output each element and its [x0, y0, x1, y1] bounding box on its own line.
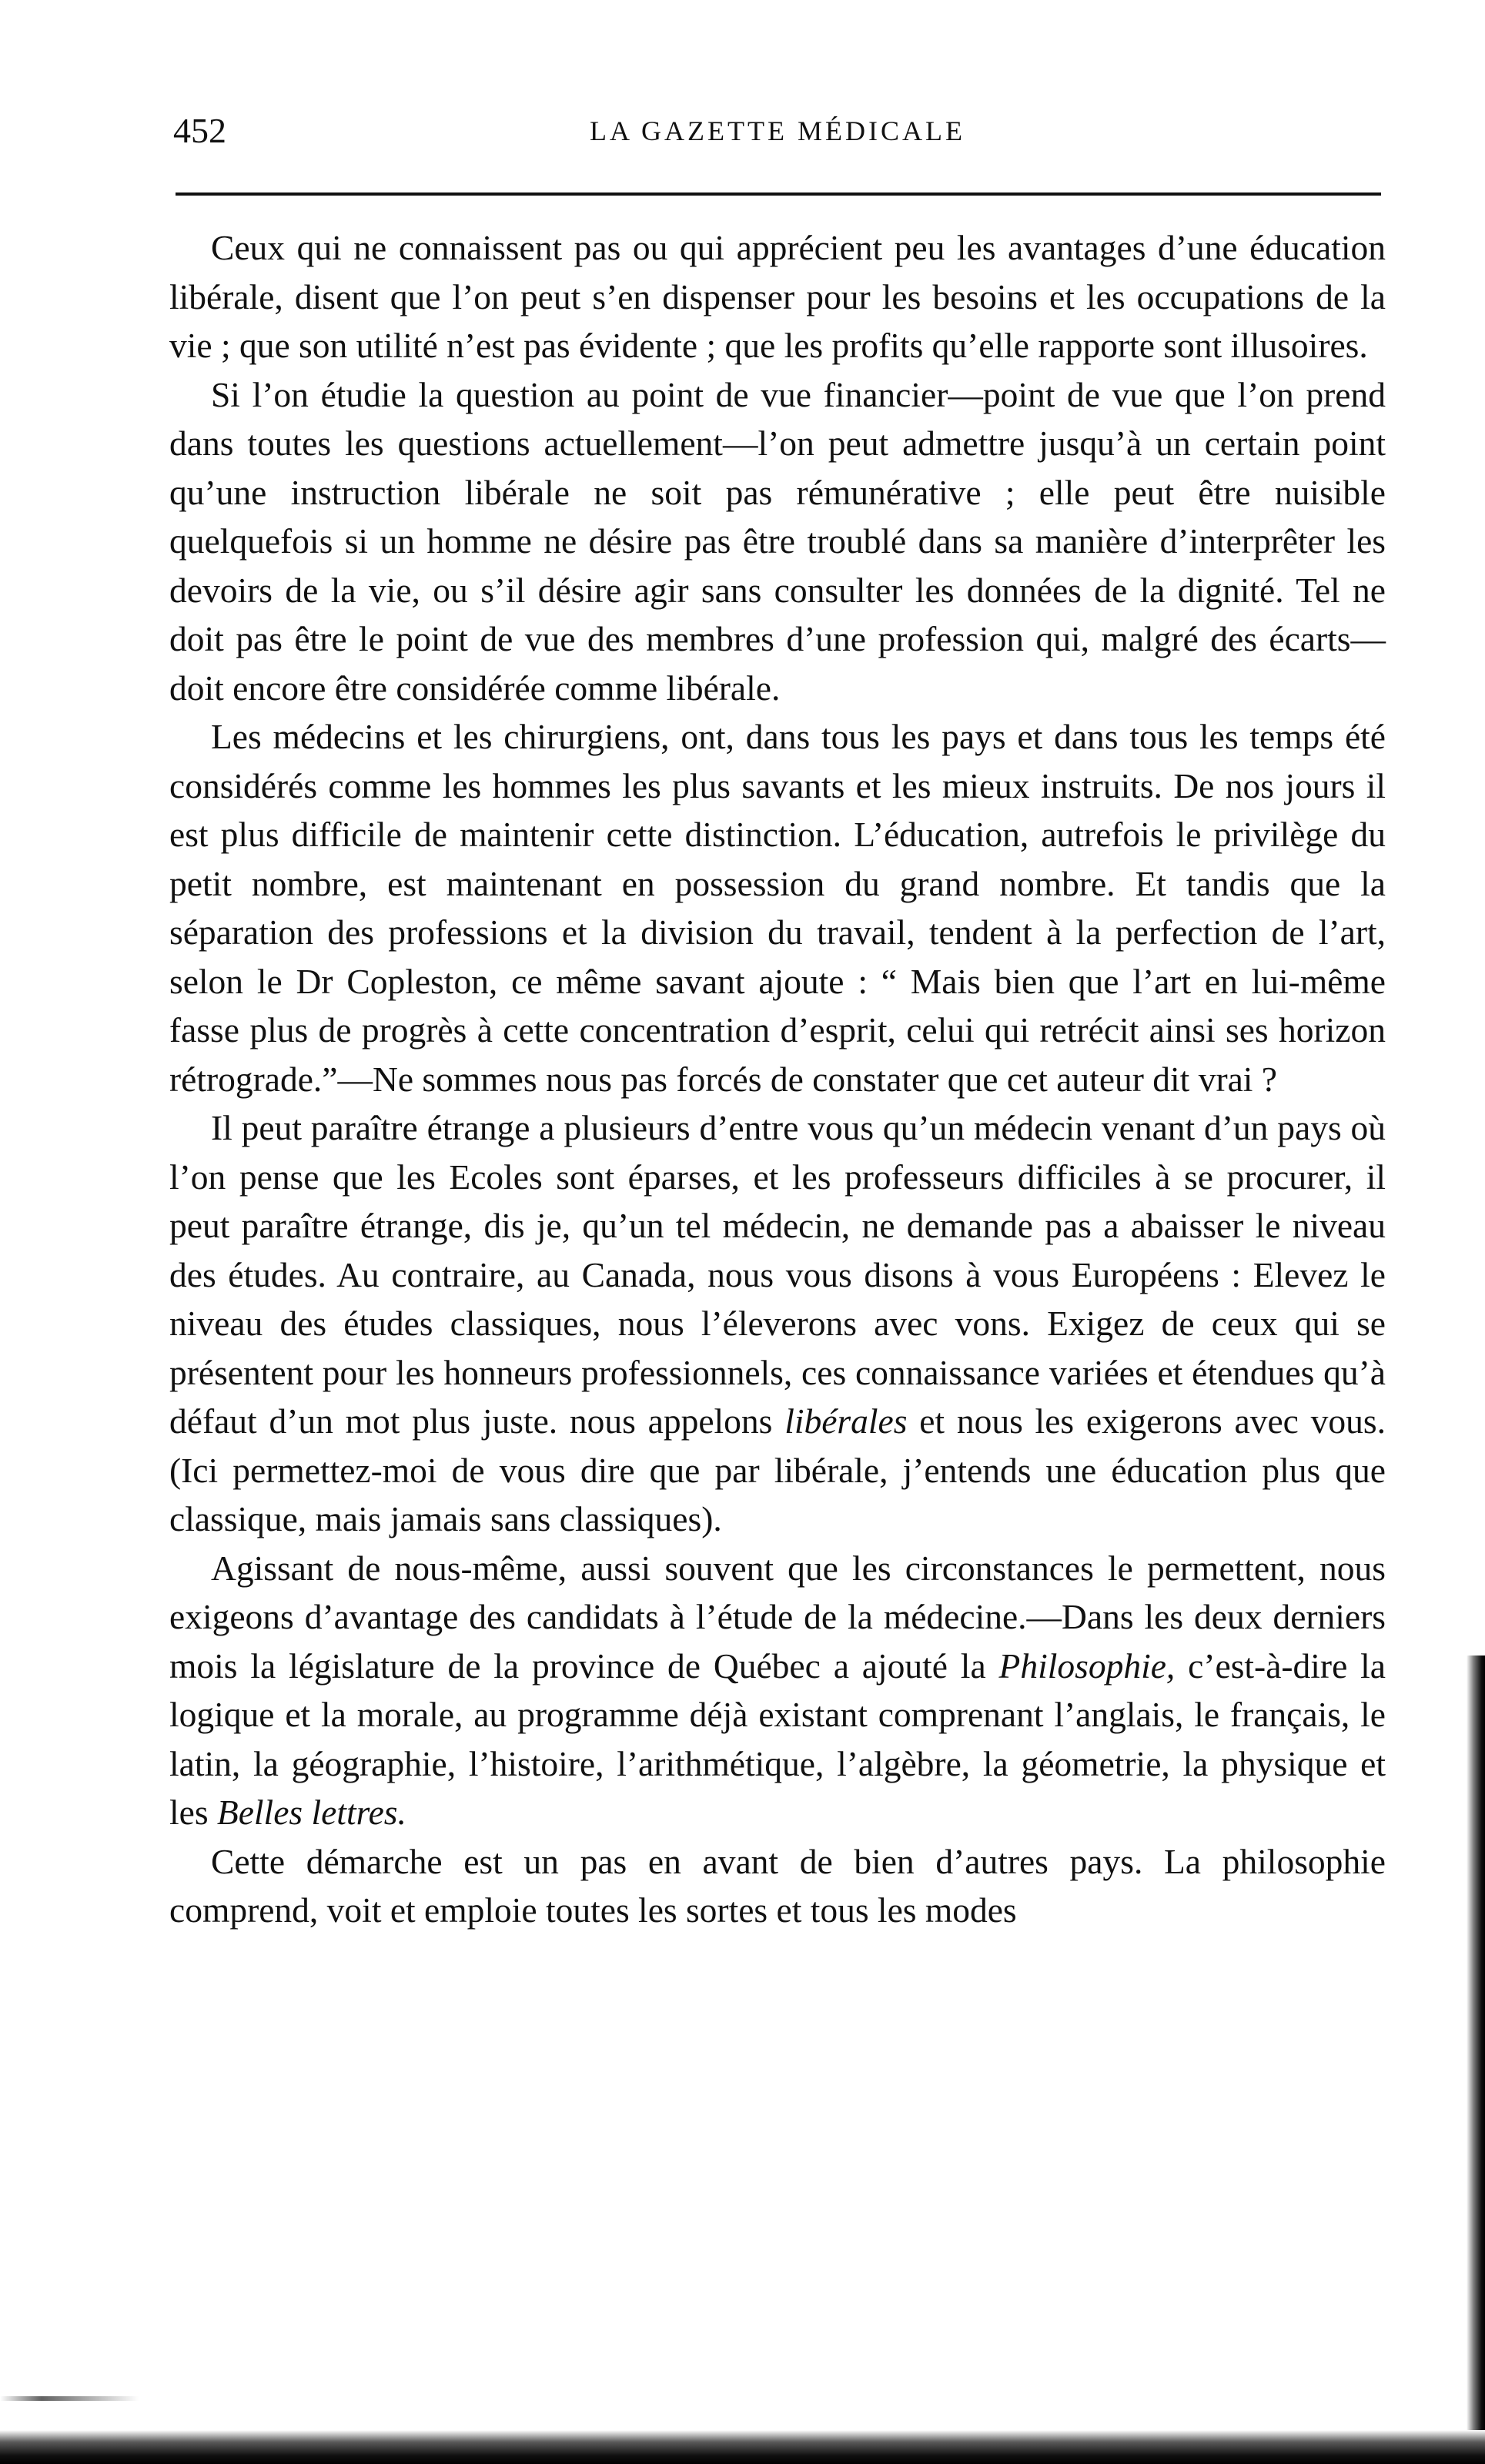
paragraph-2-text: Si l’on étudie la question au point de vue financier—point de vue que l’on prend dans toutes les questions actuellement—l’on peut admettre jusqu’à un certain point qu’une instruction libérale ne soit pas rémunérative ; elle peut être nuisible quelquefois si un homme ne désire pas être troublé dans sa manière d’interprêter les devoirs de la vie, ou s’il désire agir sans consulter les données de la dignité. Tel ne doit pas être le point de vue des membres d’une profession qui, malgré des écarts—doit encore être considérée comme libérale.	[169, 374, 1386, 708]
page-number: 452	[173, 111, 226, 150]
running-title: LA GAZETTE MÉDICALE	[590, 116, 965, 146]
paragraph-5-text-after: c’est-à-dire la logique et la morale, au programme déjà existant comprenant l’anglais, le français, le latin, la géographie, l’histoire, l’arithmétique, l’algèbre, la géometrie, la physique et les	[169, 1645, 1386, 1832]
scan-edge-right	[1467, 1656, 1485, 2430]
italic-word-philosophie: Philosophie,	[998, 1645, 1176, 1686]
italic-word-liberales: libérales	[784, 1401, 908, 1441]
page-header	[173, 108, 1382, 162]
paragraph-4-text: Il peut paraître étrange a plusieurs d’entre vous qu’un médecin venant d’un pays où l’on pense que les Ecoles sont éparses, et les professeurs difficiles à se procurer, il peut paraître étrange, dis je, qu’un tel médecin, ne demande pas a abaisser le niveau des études. Au contraire, au Canada, nous vous disons à vous Européens : Elevez le niveau des études classiques, nous l’éleverons avec vons. Exigez de ceux qui se présentent pour les honneurs professionnels, ces connaissance variées et étendues qu’à défaut d’un mot plus juste. nous appelons	[169, 1108, 1386, 1441]
scan-edge-bottom	[0, 2430, 1485, 2464]
paragraph-5-text: Agissant de nous-même, aussi souvent que les circonstances le permettent, nous exigeons d’avantage des candidats à l’étude de la médecine.—Dans les deux derniers mois la législature de la province de Québec a ajouté la	[169, 1548, 1386, 1686]
header-rule	[176, 192, 1381, 196]
paragraph-1-text: Ceux qui ne connaissent pas ou qui apprécient peu les avantages d’une éducation libérale, disent que l’on peut s’en dispenser pour les besoins et les occupations de la vie ; que son utilité n’est pas évidente ; que les profits qu’elle rapporte sont illusoires.	[169, 228, 1386, 365]
paragraph-4	[169, 1103, 1386, 1544]
article-body	[169, 223, 1386, 1935]
paragraph-4-text-after: et nous les exigerons avec vous. (Ici permettez-moi de vous dire que par libérale, j’entends une éducation plus que classique, mais jamais sans classiques).	[169, 1401, 1386, 1538]
italic-word-belles-lettres: Belles lettres.	[216, 1793, 406, 1832]
paragraph-6-text: Cette démarche est un pas en avant de bien d’autres pays. La philosophie comprend, voit et emploie toutes les sortes et tous les modes	[169, 1841, 1386, 1930]
paragraph-1	[169, 223, 1386, 370]
paragraph-2	[169, 370, 1386, 713]
paragraph-3	[169, 712, 1386, 1103]
paragraph-5	[169, 1544, 1386, 1837]
scan-smudge	[0, 2396, 139, 2401]
paragraph-3-text: Les médecins et les chirurgiens, ont, dans tous les pays et dans tous les temps été considérés comme les hommes les plus savants et les mieux instruits. De nos jours il est plus difficile de maintenir cette distinction. L’éducation, autrefois le privilège du petit nombre, est maintenant en possession du grand nombre. Et tandis que la séparation des professions et la division du travail, tendent à la perfection de l’art, selon le Dr Copleston, ce même savant ajoute : “ Mais bien que l’art en lui-même fasse plus de progrès à cette concentration d’esprit, celui qui retrécit ainsi ses horizon rétrograde.”—Ne sommes nous pas forcés de constater que cet auteur dit vrai ?	[169, 717, 1386, 1099]
paragraph-6	[169, 1837, 1386, 1935]
